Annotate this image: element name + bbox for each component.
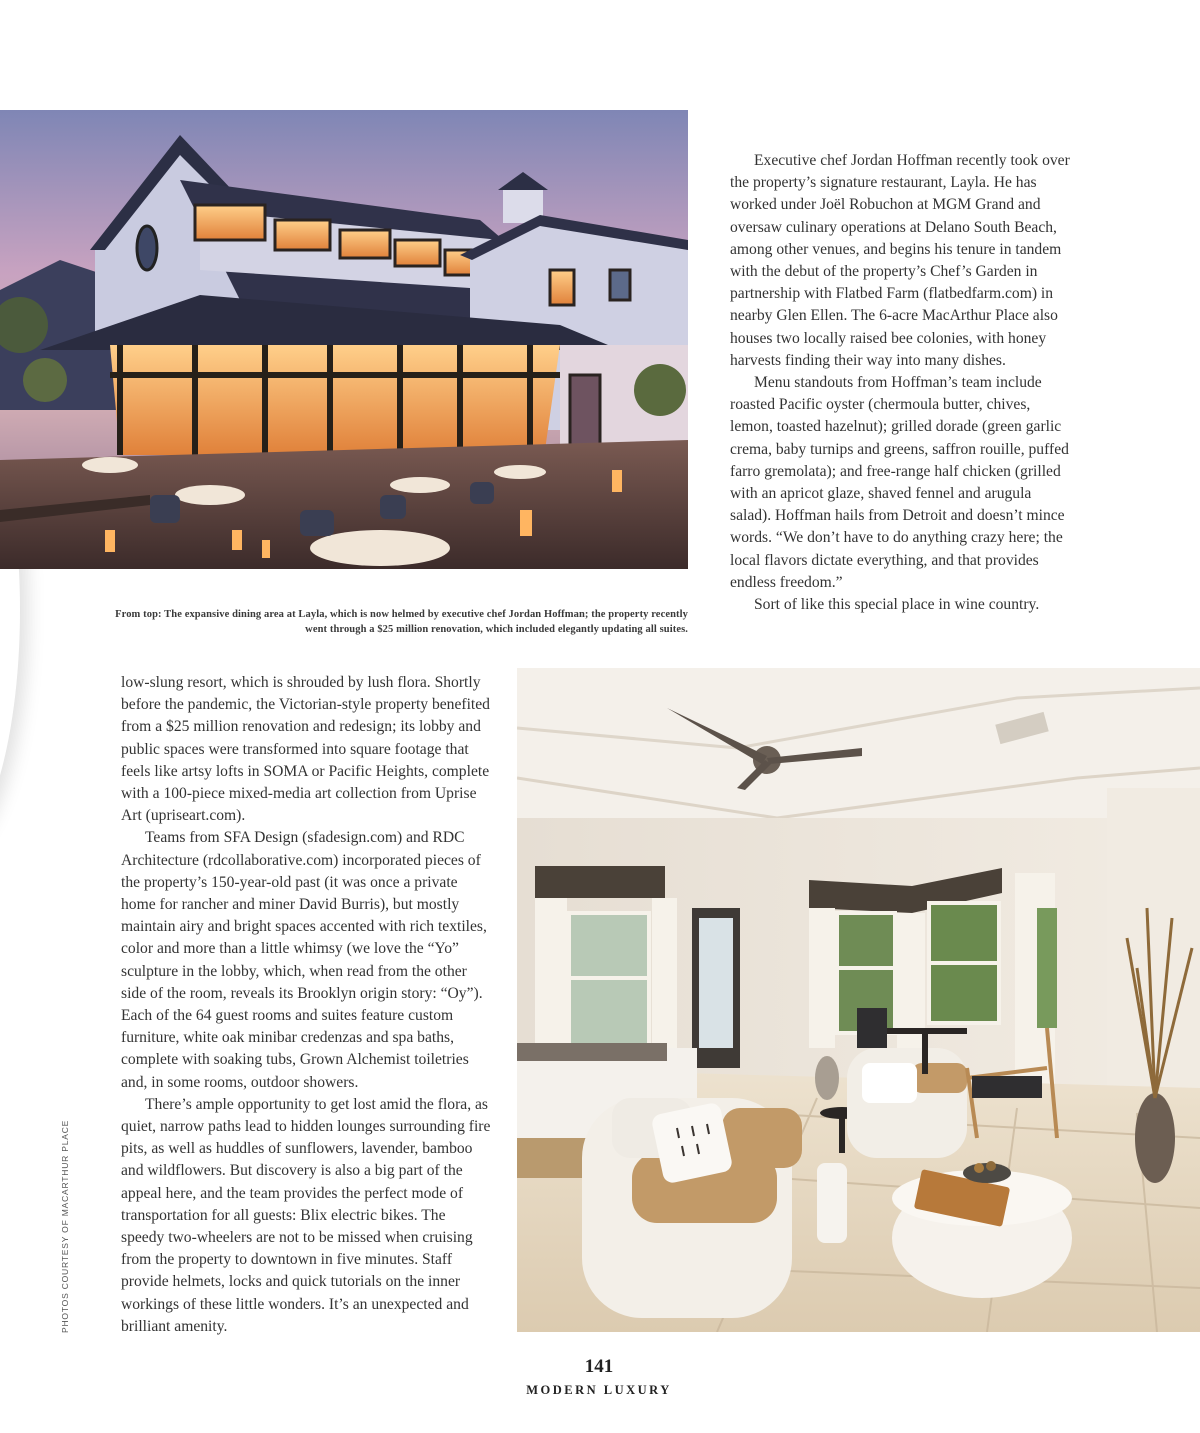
caption-lead: From top:: [115, 609, 162, 620]
guest-suite-illustration: [517, 668, 1200, 1332]
restaurant-exterior-photo: [0, 110, 688, 569]
paragraph: Menu standouts from Hoffman’s team include roasted Pacific oyster (chermoula butter, chives, lemon, toasted hazelnut); grilled dorade (green garlic crema, baby turnips and greens, saffron rouille, puffed farro gremolata); and free-range half chicken (grilled with an apricot glaze, shaved fennel and arugula salad). Hoffman hails from Detroit and doesn’t mince words. “We don’t have to do anything crazy here; the local flavors dictate everything, and that provides endless freedom.”: [730, 374, 1069, 591]
caption-text: The expansive dining area at Layla, which is now helmed by executive chef Jordan Hoffman; the property recently went through a $25 million renovation, which included elegantly updating all suites.: [161, 609, 688, 635]
paragraph: Teams from SFA Design (sfadesign.com) and RDC Architecture (rdcollaborative.com) incorporated pieces of the property’s 150-year-old past (it was once a private home for rancher and miner David Burris), but mostly maintain airy and bright spaces accented with rich textiles, color and more than a little whimsy (we love the “Yo” sculpture in the lobby, which, when read from the other side of the room, reveals its Brooklyn origin story: “Oy”). Each of the 64 guest rooms and suites feature custom furniture, white oak minibar credenzas and spa baths, complete with soaking tubs, Grown Alchemist toiletries and, in some rooms, outdoor showers.: [121, 829, 487, 1091]
body-column-right: [730, 150, 1075, 616]
paragraph: low-slung resort, which is shrouded by lush flora. Shortly before the pandemic, the Victorian-style property benefited from a $25 million renovation and redesign; its lobby and public spaces were transformed into square footage that feels like artsy lofts in SOMA or Pacific Heights, complete with a 100-piece mixed-media art collection from Uprise Art (upriseart.com).: [121, 674, 490, 825]
photo-caption: [100, 607, 688, 637]
body-column-left: [121, 672, 491, 1338]
paragraph: Sort of like this special place in wine country.: [754, 596, 1040, 614]
restaurant-exterior-illustration: [0, 110, 688, 569]
guest-suite-photo: [517, 668, 1200, 1332]
photo-credit: PHOTOS COURTESY OF MACARTHUR PLACE: [60, 1119, 70, 1333]
paragraph: There’s ample opportunity to get lost amid the flora, as quiet, narrow paths lead to hidden lounges surrounding fire pits, as well as huddles of sunflowers, lavender, bamboo and wildflowers. But discovery is also a big part of the appeal here, and the team provides the perfect mode of transportation for all guests: Blix electric bikes. The speedy two-wheelers are not to be missed when cruising from the property to downtown in five minutes. Staff provide helmets, locks and quick tutorials on the inner workings of these little wonders. It’s an unexpected and brilliant amenity.: [121, 1095, 491, 1335]
paragraph: Executive chef Jordan Hoffman recently took over the property’s signature restaurant, Layla. He has worked under Joël Robuchon at MGM Grand and oversaw culinary operations at Delano South Beach, among other venues, and begins his tenure in tandem with the debut of the property’s Chef’s Garden in partnership with Flatbed Farm (flatbedfarm.com) in nearby Glen Ellen. The 6-acre MacArthur Place also houses two locally raised bee colonies, with honey harvests finding their way into many dishes.: [730, 152, 1070, 369]
publication-name: MODERN LUXURY: [526, 1383, 672, 1397]
page-number: 141: [584, 1356, 614, 1377]
